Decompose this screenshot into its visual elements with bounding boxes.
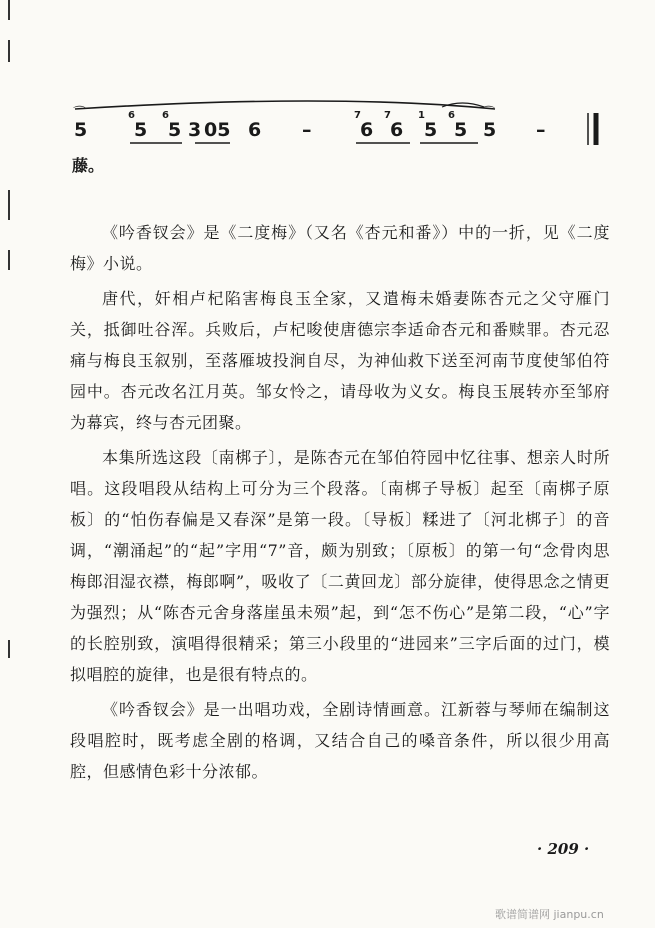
- note: 05: [204, 119, 231, 141]
- grace-note: 6: [162, 110, 169, 121]
- paragraph: 唐代，奸相卢杞陷害梅良玉全家，又遣梅未婚妻陈杏元之父守雁门关，抵御吐谷浑。兵败后，卢杞唆使唐德宗李适命杏元和番赎罪。杏元忍痛与梅良玉叙别，至落雁坡投涧自尽，为神仙救下送至河南节度使邹伯符园中。杏元改名江月英。邹女怜之，请母收为义女。梅良玉展转亦至邹府为幕宾，终与杏元团聚。: [70, 289, 610, 432]
- note: 5: [424, 119, 438, 141]
- note: 5: [454, 119, 468, 141]
- grace-note: 6: [128, 110, 135, 121]
- fermata-mark: ⌒: [482, 106, 496, 121]
- note: 6: [390, 119, 404, 141]
- page-edge-line: [8, 190, 10, 220]
- score-lines: [70, 95, 605, 155]
- note: 5: [168, 119, 182, 141]
- page-edge-line: [8, 0, 10, 20]
- commentary-text: [70, 217, 610, 791]
- paragraph: 《吟香钗会》是《二度梅》（又名《杏元和番》）中的一折，见《二度梅》小说。: [70, 223, 610, 273]
- note: 5: [483, 119, 497, 141]
- grace-note: 7: [354, 110, 361, 121]
- page-number: · 209 ·: [537, 840, 590, 858]
- page-edge-line: [8, 250, 10, 270]
- note: 5: [74, 119, 88, 141]
- note: –: [302, 119, 312, 141]
- note: 6: [360, 119, 374, 141]
- page-edge-line: [8, 40, 10, 62]
- jianpu-score-line: [70, 95, 605, 155]
- note: 6: [248, 119, 262, 141]
- grace-note: 7: [384, 110, 391, 121]
- score-lyric: 藤。: [72, 156, 105, 175]
- grace-note: 6: [448, 110, 455, 121]
- phrase-slur: [75, 101, 495, 109]
- note: –: [536, 119, 546, 141]
- paragraph: 本集所选这段〔南梆子〕，是陈杏元在邹伯符园中忆往事、想亲人时所唱。这段唱段从结构上可分为三个段落。〔南梆子导板〕起至〔南梆子原板〕的“怕伤春偏是又春深”是第一段。〔导板〕糅进了〔河北梆子〕的音调，“潮涌起”的“起”字用“7”音，颇为别致；〔原板〕的第一句“念骨肉思梅郎泪湿衣襟，梅郎啊”，吸收了〔二黄回龙〕部分旋律，使得思念之情更为强烈；从“陈杏元舍身落崖虽未殒”起，到“怎不伤心”是第二段，“心”字的长腔别致，演唱得很精采；第三小段里的“进园来”三字后面的过门，模拟唱腔的旋律，也是很有特点的。: [70, 448, 610, 684]
- grace-note: 1: [418, 110, 425, 121]
- note: 5: [134, 119, 148, 141]
- note: 3: [188, 119, 202, 141]
- fermata-mark: ⌒: [73, 106, 87, 121]
- site-watermark: 歌谱简谱网 jianpu.cn: [495, 908, 604, 921]
- page-edge-line: [8, 640, 10, 658]
- paragraph: 《吟香钗会》是一出唱功戏，全剧诗情画意。江新蓉与琴师在编制这段唱腔时，既考虑全剧的格调，又结合自己的嗓音条件，所以很少用高腔，但感情色彩十分浓郁。: [70, 700, 610, 781]
